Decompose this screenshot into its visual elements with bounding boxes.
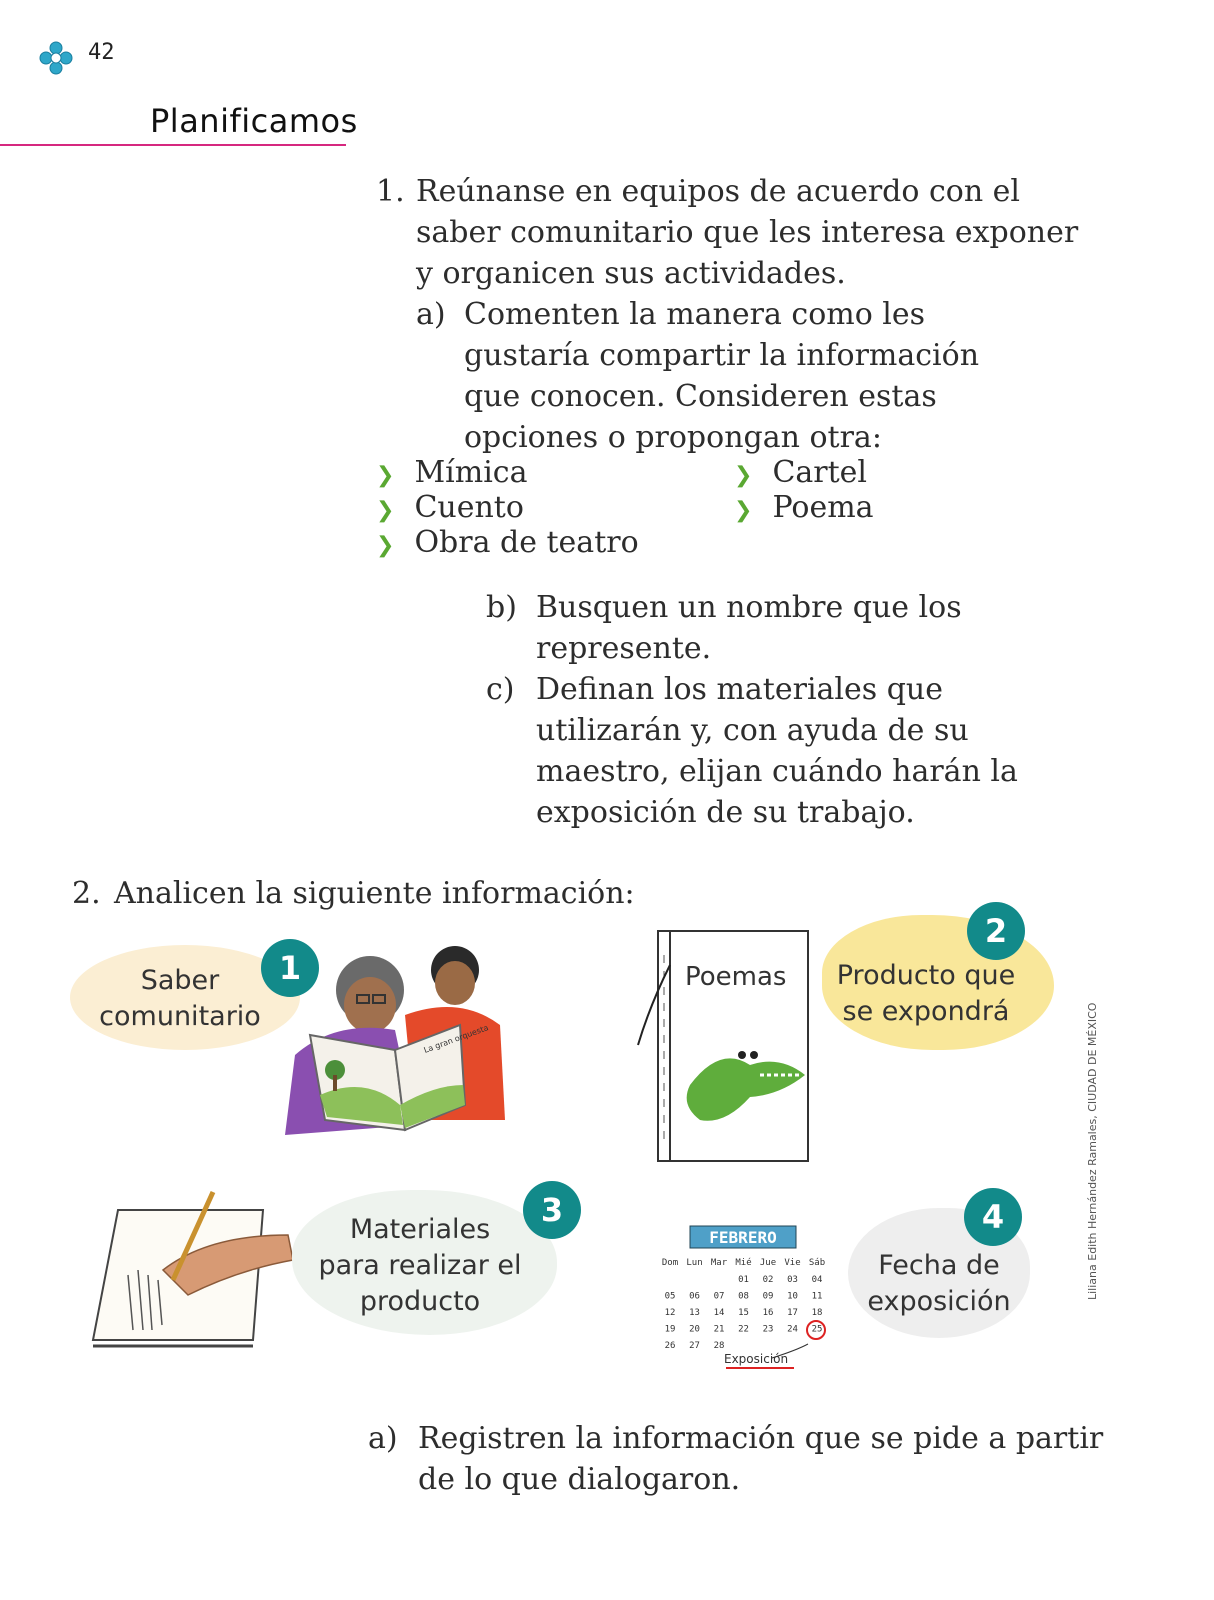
badge-1: 1 <box>261 939 319 997</box>
chevron-right-icon: ❯ <box>734 463 753 488</box>
calendar-day: 03 <box>787 1275 798 1285</box>
step-2-number: 2. <box>72 876 101 911</box>
calendar-day: 18 <box>811 1308 823 1318</box>
calendar-day: 25 <box>811 1324 823 1335</box>
calendar-illustration <box>652 1222 834 1370</box>
bubble-3-text: Materiales para realizar el producto <box>318 1214 522 1317</box>
calendar-day: 12 <box>664 1308 676 1318</box>
calendar-day: 27 <box>689 1341 700 1351</box>
calendar-day: 01 <box>738 1275 749 1285</box>
step-2-text: Analicen la siguiente información: <box>114 876 635 911</box>
step-2a-text: Registren la información que se pide a partir de lo que dialogaron. <box>418 1421 1104 1497</box>
bubble-1-text: Saber comunitario <box>99 965 261 1032</box>
calendar-day: 26 <box>664 1341 676 1351</box>
calendar-day: 24 <box>787 1324 798 1335</box>
title-underline <box>0 144 346 146</box>
calendar-grid <box>662 1257 825 1351</box>
step-1b-text: Busquen un nombre que los represente. <box>536 590 962 666</box>
calendar-day: 22 <box>738 1324 749 1335</box>
calendar-day: 10 <box>787 1291 798 1302</box>
calendar-day: 17 <box>787 1308 798 1318</box>
calendar-day-header: Vie <box>784 1258 801 1268</box>
step-2a-label: a) <box>368 1421 398 1456</box>
step-1c-label: c) <box>486 672 515 707</box>
calendar-note: Exposición <box>724 1352 789 1366</box>
options-left-list <box>376 455 639 560</box>
calendar-day-header: Jue <box>759 1258 777 1268</box>
step-1a-text: Comenten la manera como les gustaría compartir la información que conocen. Consideren estas opciones o propongan otra: <box>464 297 980 455</box>
calendar-day: 14 <box>713 1308 725 1318</box>
calendar-day-header: Mar <box>710 1258 728 1268</box>
calendar-month: FEBRERO <box>709 1228 777 1247</box>
calendar-day: 19 <box>664 1324 676 1335</box>
list-item: ❯ Poema <box>734 490 874 525</box>
calendar-day: 06 <box>689 1291 700 1302</box>
calendar-day: 11 <box>811 1291 823 1302</box>
step-1c-text: Definan los materiales que utilizarán y, con ayuda de su maestro, elijan cuándo harán la exposición de su trabajo. <box>536 672 1018 830</box>
calendar-day: 23 <box>762 1324 774 1335</box>
calendar-day-header: Mié <box>735 1258 752 1268</box>
calendar-day: 28 <box>713 1341 725 1351</box>
page-number: 42 <box>88 40 115 65</box>
calendar-day: 02 <box>762 1275 774 1285</box>
list-item: ❯ Cuento <box>376 490 524 525</box>
bubble-2-text: Producto que se expondrá <box>836 960 1016 1027</box>
calendar-day: 04 <box>811 1275 823 1285</box>
badge-4: 4 <box>964 1188 1022 1246</box>
chevron-right-icon: ❯ <box>376 463 395 488</box>
calendar-day: 08 <box>738 1291 749 1302</box>
step-1-text: Reúnanse en equipos de acuerdo con el saber comunitario que les interesa exponer y organicen sus actividades. <box>416 174 1079 291</box>
list-item: ❯ Mímica <box>376 455 528 490</box>
svg-text:La gran orquesta: La gran orquesta <box>422 1023 490 1055</box>
calendar-day: 05 <box>664 1291 676 1302</box>
chevron-right-icon: ❯ <box>376 498 395 523</box>
calendar-day: 09 <box>762 1291 774 1302</box>
illustrator-credit: Liliana Edith Hernández Ramales, CIUDAD DE MÉXICO <box>1086 1002 1099 1300</box>
calendar-day-header: Lun <box>686 1258 703 1268</box>
flower-logo-icon <box>38 40 74 76</box>
calendar-day: 15 <box>738 1308 749 1318</box>
bubble-4-text: Fecha de exposición <box>867 1250 1011 1317</box>
calendar-day: 13 <box>689 1308 700 1318</box>
calendar-day: 20 <box>689 1324 700 1335</box>
calendar-day-header: Sáb <box>808 1258 826 1268</box>
badge-3: 3 <box>523 1181 581 1239</box>
calendar-day-header: Dom <box>661 1258 679 1268</box>
book-title: Poemas <box>685 962 787 992</box>
step-1b-label: b) <box>486 590 517 625</box>
badge-2: 2 <box>967 902 1025 960</box>
chevron-right-icon: ❯ <box>734 498 753 523</box>
options-right-list <box>734 455 874 525</box>
step-1-number: 1. <box>376 174 405 209</box>
chevron-right-icon: ❯ <box>376 533 395 558</box>
section-title: Planificamos <box>150 102 358 140</box>
poem-book-illustration <box>630 925 830 1170</box>
hand-writing-illustration <box>88 1190 298 1355</box>
reading-together-illustration <box>275 935 515 1165</box>
calendar-day: 07 <box>713 1291 725 1302</box>
calendar-day: 21 <box>713 1324 725 1335</box>
step-1a-label: a) <box>416 297 446 332</box>
calendar-day: 16 <box>762 1308 774 1318</box>
list-item: ❯ Cartel <box>734 455 868 490</box>
list-item: ❯ Obra de teatro <box>376 525 639 560</box>
